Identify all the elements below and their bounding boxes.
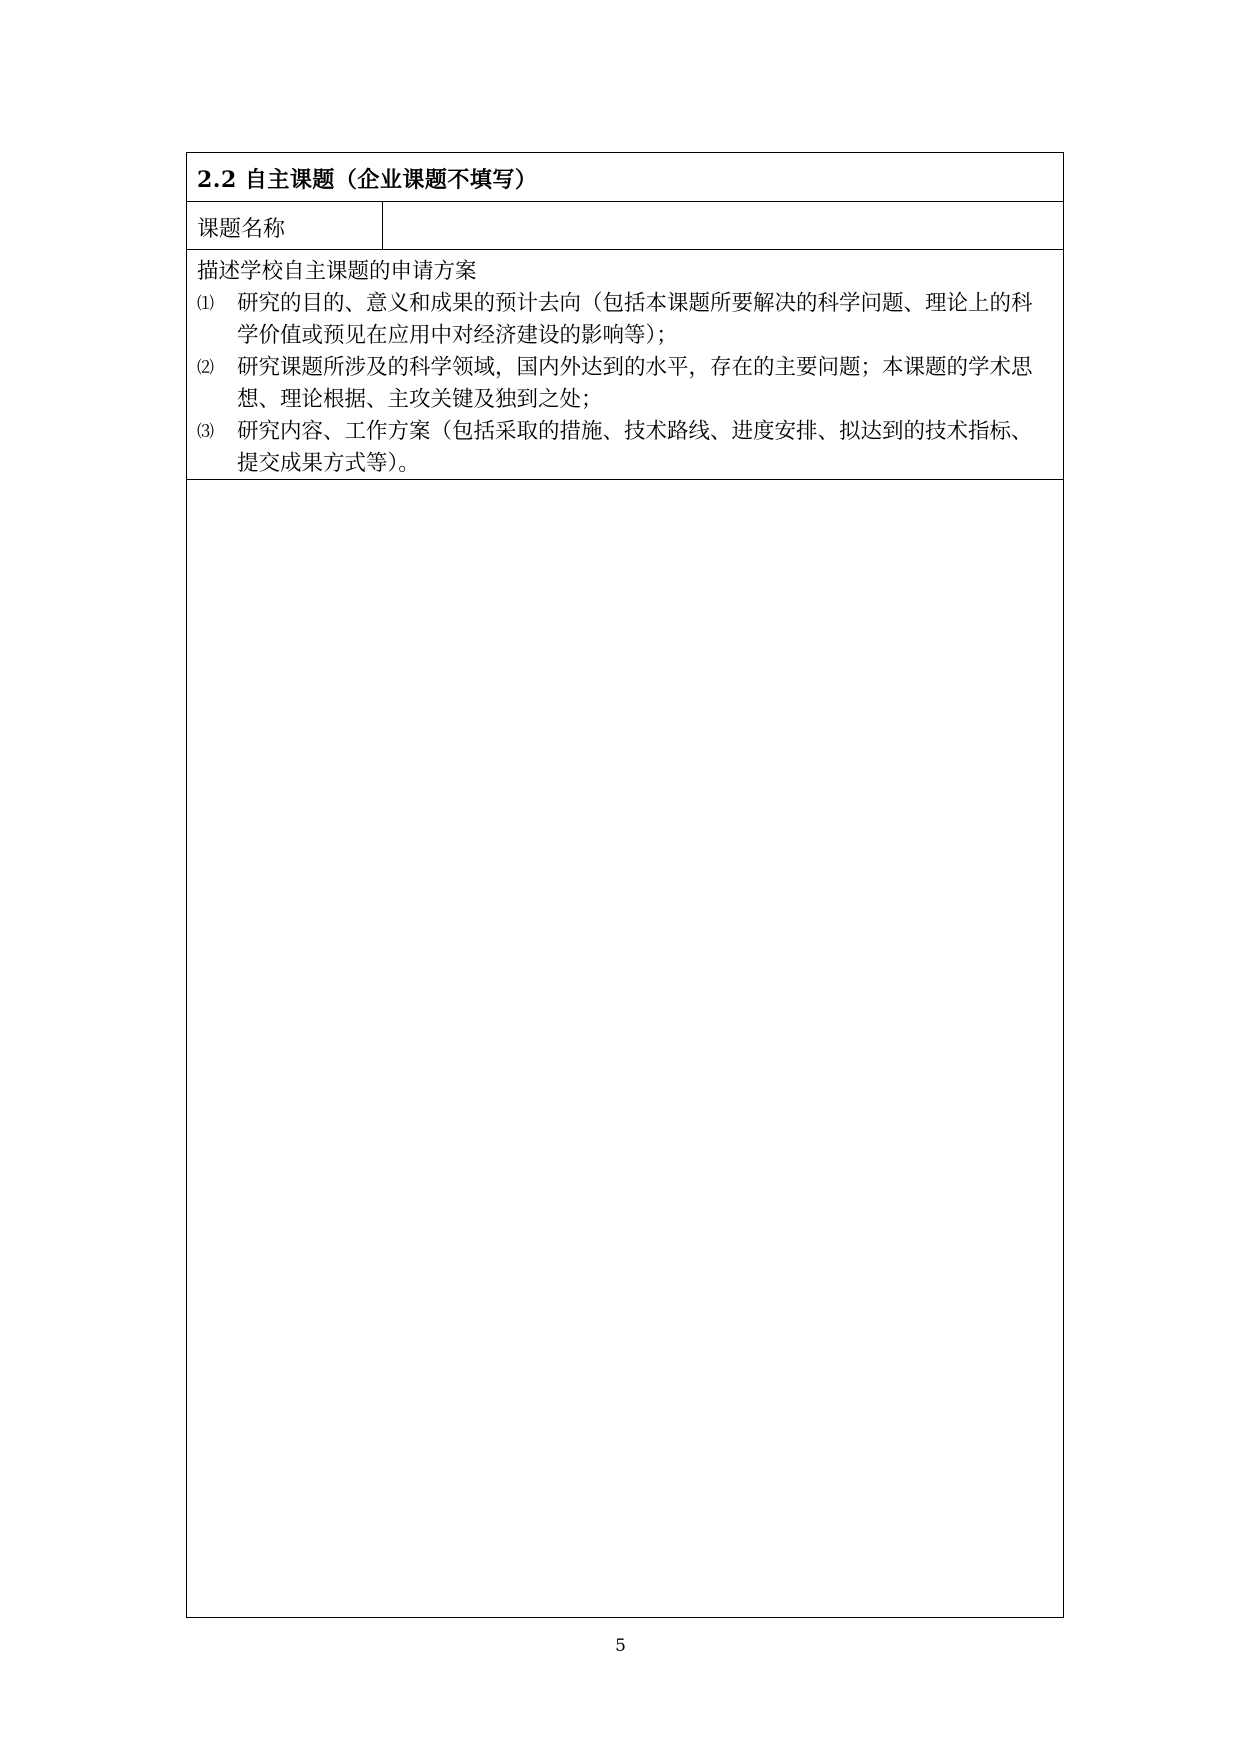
description-content (197, 256, 1053, 480)
description-item-2 (197, 352, 1053, 416)
topic-name-label-cell (187, 202, 383, 249)
description-item-3 (197, 416, 1053, 480)
item-number: ⑵ (197, 358, 214, 378)
section-title: 2.2 自主课题（企业课题不填写） (197, 167, 538, 193)
section-header-row (187, 153, 1063, 202)
item-number: ⑶ (197, 422, 214, 442)
item-text: 研究的目的、意义和成果的预计去向（包括本课题所要解决的科学问题、理论上的科学价值或预见在应用中对经济建设的影响等）； (237, 291, 1033, 348)
topic-name-label: 课题名称 (197, 217, 286, 242)
description-item-1 (197, 288, 1053, 352)
item-text: 研究内容、工作方案（包括采取的措施、技术路线、进度安排、拟达到的技术指标、提交成果方式等）。 (237, 419, 1033, 476)
application-form-table (186, 152, 1064, 1618)
description-heading: 描述学校自主课题的申请方案 (197, 259, 477, 284)
proposal-content-area[interactable] (187, 480, 1063, 1617)
description-row (187, 250, 1063, 480)
page-number: 5 (615, 1636, 626, 1656)
item-text: 研究课题所涉及的科学领域，国内外达到的水平，存在的主要问题；本课题的学术思想、理论根据、主攻关键及独到之处； (237, 355, 1033, 412)
topic-name-row (187, 202, 1063, 250)
item-number: ⑴ (197, 294, 214, 314)
topic-name-field[interactable] (383, 202, 1063, 249)
